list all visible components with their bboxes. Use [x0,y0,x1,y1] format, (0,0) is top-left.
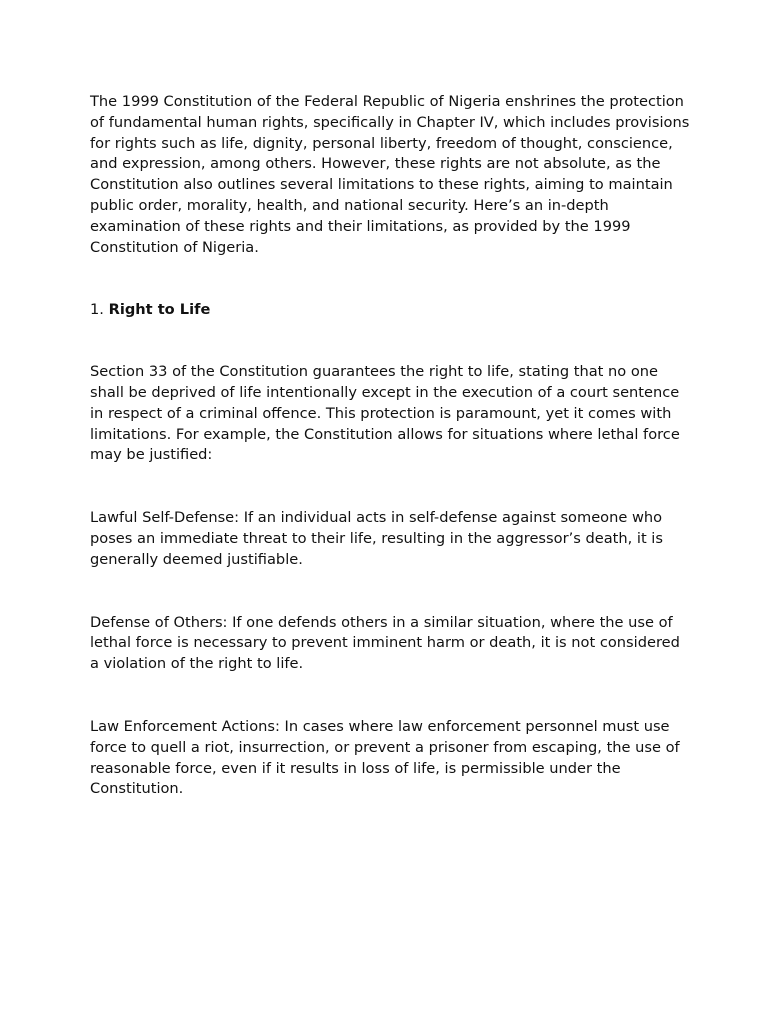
spacer [90,675,690,717]
section-body-paragraph: Section 33 of the Constitution guarantees the right to life, stating that no one shall be deprived of life intentionally except in the execution of a court sentence in respect of a criminal offence. This protection is paramount, yet it comes with limitations. For example, the Constitution allows for situations where lethal force may be justified: [90,363,680,464]
intro-paragraph: The 1999 Constitution of the Federal Republic of Nigeria enshrines the protection of fundamental human rights, specifically in Chapter IV, which includes provisions for rights such as life, dignity, personal liberty, freedom of thought, conscience, and expression, among others. However, these rights are not absolute, as the Constitution also outlines several limitations to these rights, aiming to maintain public order, morality, health, and national security. Here’s an in-depth examination of these rights and their limitations, as provided by the 1999 Constitution of Nigeria. [90,93,690,256]
section-title: Right to Life [108,301,211,319]
section-number: 1. [90,301,104,319]
spacer [90,571,690,613]
spacer [90,258,690,300]
spacer [90,321,690,362]
document-page [90,92,690,800]
self-defense-paragraph: Lawful Self-Defense: If an individual acts in self-defense against someone who poses an immediate threat to their life, resulting in the aggressor’s death, it is generally deemed justifiable. [90,509,663,568]
spacer [90,466,690,508]
defense-of-others-paragraph: Defense of Others: If one defends others in a similar situation, where the use of lethal force is necessary to prevent imminent harm or death, it is not considered a violation of the right to life. [90,613,680,673]
law-enforcement-paragraph: Law Enforcement Actions: In cases where law enforcement personnel must use force to quell a riot, insurrection, or prevent a prisoner from escaping, the use of reasonable force, even if it results in loss of life, is permissible under the Constitution. [90,717,680,798]
section-heading [90,300,690,321]
